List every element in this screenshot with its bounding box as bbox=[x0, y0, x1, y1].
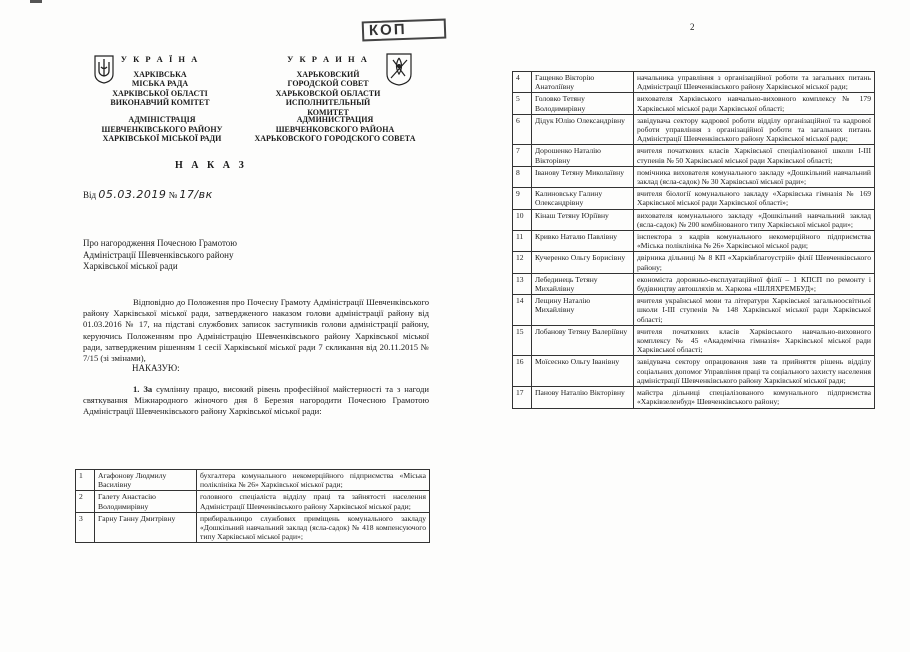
header-ru-line: ХАРЬКОВСКИЙ bbox=[296, 69, 360, 79]
row-number: 11 bbox=[513, 231, 532, 252]
awardees-table-page-2 bbox=[512, 71, 875, 409]
handwritten-number: 17/вк bbox=[179, 188, 213, 201]
awardee-name: Головко Тетяну Володимирівну bbox=[532, 93, 634, 114]
table-row bbox=[513, 295, 875, 326]
awardee-name: Іванову Тетяну Миколаївну bbox=[532, 166, 634, 187]
awardee-name: Калиновську Галину Олександрівну bbox=[532, 188, 634, 209]
scan-mark bbox=[30, 0, 42, 3]
subject-line: Харківської міської ради bbox=[83, 261, 178, 271]
awardee-position: вчителя біології комунального закладу «Харківська гімназія № 169 Харківської міської ради Харківської області»; bbox=[634, 188, 875, 209]
row-number: 8 bbox=[513, 166, 532, 187]
header-ua-line: ХАРКІВСЬКА bbox=[133, 69, 187, 79]
awardee-position: начальника управління з організаційної роботи та загальних питань Адміністрації Шевченківського району Харківської міської ради; bbox=[634, 72, 875, 93]
order-item-1 bbox=[83, 384, 429, 418]
table-row bbox=[513, 188, 875, 209]
table-row bbox=[513, 166, 875, 187]
awardee-position: двірника дільниці № 8 КП «Харківблагоустрій» філії Шевченківського району; bbox=[634, 252, 875, 273]
header-ua-admin-line: ХАРКІВСЬКОЇ МІСЬКОЇ РАДИ bbox=[102, 134, 222, 143]
awardee-position: інспектора з кадрів комунального некомерційного підприємства «Міська поліклініка № 26» Харківської міської ради; bbox=[634, 231, 875, 252]
table-row bbox=[513, 252, 875, 273]
header-ru-admin-line: АДМИНИСТРАЦИЯ bbox=[296, 115, 374, 124]
row-number: 2 bbox=[76, 491, 95, 512]
awardee-name: Дорошенко Наталію Вікторівну bbox=[532, 145, 634, 166]
row-number: 1 bbox=[76, 470, 95, 491]
header-ua-admin-line: ШЕВЧЕНКІВСЬКОГО РАЙОНУ bbox=[101, 124, 223, 134]
table-row bbox=[76, 470, 430, 491]
awardee-name: Кривко Наталю Павлівну bbox=[532, 231, 634, 252]
awardee-position: майстра дільниці спеціалізованого комунального підприємства «Харківзеленбуд» Шевченківського району; bbox=[634, 387, 875, 408]
header-ru-line: ХАРЬКОВСКОЙ ОБЛАСТИ bbox=[275, 88, 381, 98]
table-row bbox=[513, 209, 875, 230]
kharkiv-coat-of-arms-icon bbox=[385, 52, 413, 86]
row-number: 9 bbox=[513, 188, 532, 209]
awardee-position: завідувача сектору опрацювання заяв та прийняття рішень відділу соціальних допомог Управління праці та соціального захисту населення адміністрації Шевченківського району Харківської міської ради; bbox=[634, 356, 875, 387]
row-number: 4 bbox=[513, 72, 532, 93]
table-row bbox=[513, 273, 875, 294]
copy-stamp: КОП bbox=[362, 19, 447, 42]
awardee-position: прибиральницю службових приміщень комунального закладу «Дошкільний навчальний заклад (ясла-садок) № 418 компенсуючого типу Харківської міської ради»; bbox=[197, 512, 430, 543]
table-row bbox=[513, 72, 875, 93]
date-number-line bbox=[83, 188, 213, 201]
country-ru: У К Р А И Н А bbox=[287, 54, 369, 64]
header-ru-administration bbox=[240, 115, 430, 144]
awardee-name: Кучеренко Ольгу Борисівну bbox=[532, 252, 634, 273]
header-ru-line: ИСПОЛНИТЕЛЬНЫЙ КОМИТЕТ bbox=[285, 98, 371, 117]
awardee-name: Агафонову Людмилу Василівну bbox=[95, 470, 197, 491]
table-row bbox=[513, 356, 875, 387]
order-heading: НАКАЗУЮ: bbox=[132, 363, 180, 373]
header-ua-line: ВИКОНАВЧИЙ КОМІТЕТ bbox=[110, 98, 210, 107]
table-row bbox=[513, 114, 875, 145]
order-item-1-number: 1. За bbox=[133, 384, 153, 394]
header-ua-admin-line: АДМІНІСТРАЦІЯ bbox=[128, 115, 196, 124]
row-number: 7 bbox=[513, 145, 532, 166]
awardee-name: Моїсеєнко Ольгу Іванівну bbox=[532, 356, 634, 387]
awardee-position: помічника вихователя комунального закладу «Дошкільний навчальний заклад (ясла-садок) № 30 Харківської міської ради»; bbox=[634, 166, 875, 187]
table-row bbox=[76, 491, 430, 512]
awardee-position: завідувача сектору кадрової роботи відділу організаційної та кадрової роботи управління з організаційної роботи та загальних питань Адміністрації Шевченківського району Харківської міської ради; bbox=[634, 114, 875, 145]
header-ua-administration bbox=[82, 115, 242, 144]
table-row bbox=[513, 93, 875, 114]
header-ukrainian bbox=[100, 55, 220, 108]
awardee-position: головного спеціаліста відділу праці та зайнятості населення Адміністрації Шевченківського району Харківської міської ради; bbox=[197, 491, 430, 512]
awardee-name: Гащенко Вікторію Анатоліївну bbox=[532, 72, 634, 93]
awardee-name: Панову Наталію Вікторівну bbox=[532, 387, 634, 408]
awardee-position: вихователя Харківського навчально-виховного комплексу № 179 Харківської міської ради Харківської області; bbox=[634, 93, 875, 114]
row-number: 5 bbox=[513, 93, 532, 114]
awardee-name: Гарну Ганну Дмитрівну bbox=[95, 512, 197, 543]
order-item-1-text: сумлінну працю, високий рівень професійної майстерності та з нагоди святкування Міжнародного жіночого дня 8 Березня нагородити Почесною Грамотою Адміністрації Шевченківського району Харківської міської ради: bbox=[83, 384, 429, 417]
row-number: 13 bbox=[513, 273, 532, 294]
row-number: 14 bbox=[513, 295, 532, 326]
body-paragraph: Відповідно до Положення про Почесну Грамоту Адміністрації Шевченківського району Харківської міської ради, затвердженого наказом голови адміністрації району від 01.03.2016 № 17, на підставі службових записок заступників голови адміністрації району, керуючись Положенням про Адміністрацію Шевченківського району Харківської міської ради, затвердженим рішенням 1 сесії Харківської міської ради 7 скликання від 20.11.2015 № 7/15 (зі змінами), bbox=[83, 297, 429, 364]
awardee-position: вихователя комунального закладу «Дошкільний навчальний заклад (ясла-садок) № 200 комбінованого типу Харківської міської ради»; bbox=[634, 209, 875, 230]
header-ru-line: ГОРОДСКОЙ СОВЕТ bbox=[287, 79, 369, 88]
table-row bbox=[513, 231, 875, 252]
handwritten-date: 05.03.2019 bbox=[98, 188, 167, 201]
subject-line: Про нагородження Почесною Грамотою bbox=[83, 238, 238, 248]
awardee-name: Лобанову Тетяну Валеріївну bbox=[532, 325, 634, 356]
table-row bbox=[76, 512, 430, 543]
country-ua: У К Р А Ї Н А bbox=[120, 54, 200, 64]
header-ru-admin-line: ШЕВЧЕНКОВСКОГО РАЙОНА bbox=[275, 124, 395, 134]
awardee-position: вчителя початкових класів Харківської спеціалізованої школи I-III ступенів № 50 Харківської міської ради Харківської області; bbox=[634, 145, 875, 166]
header-ua-line: ХАРКІВСЬКОЇ ОБЛАСТІ bbox=[112, 88, 208, 98]
subject-line: Адміністрації Шевченківського району bbox=[83, 249, 234, 260]
table-row bbox=[513, 387, 875, 408]
row-number: 17 bbox=[513, 387, 532, 408]
header-ru-admin-line: ХАРЬКОВСКОГО ГОРОДСКОГО СОВЕТА bbox=[254, 134, 416, 143]
awardee-position: бухгалтера комунального некомерційного підприємства «Міська поліклініка № 26» Харківської міської ради; bbox=[197, 470, 430, 491]
awardees-table-page-1 bbox=[75, 469, 430, 543]
row-number: 10 bbox=[513, 209, 532, 230]
awardee-name: Лебединець Тетяну Михайлівну bbox=[532, 273, 634, 294]
awardee-position: вчителя початкових класів Харківського навчально-виховного комплексу № 45 «Академічна гімназія» Харківської міської ради Харківської області; bbox=[634, 325, 875, 356]
awardee-position: економіста дорожньо-експлуатаційної філії – 1 КПСП по ремонту і будівництву автошляхів м. Харкова «ШЛЯХРЕМБУД»; bbox=[634, 273, 875, 294]
header-russian bbox=[268, 55, 388, 117]
awardee-name: Дідук Юлію Олександрівну bbox=[532, 114, 634, 145]
number-sign: № bbox=[168, 190, 178, 200]
awardee-name: Лещину Наталію Михайлівну bbox=[532, 295, 634, 326]
row-number: 6 bbox=[513, 114, 532, 145]
document-type-title: Н А К А З bbox=[175, 160, 247, 171]
row-number: 16 bbox=[513, 356, 532, 387]
page-number: 2 bbox=[690, 22, 695, 32]
awardee-name: Кінаш Тетяну Юріївну bbox=[532, 209, 634, 230]
awardee-position: вчителя української мови та літератури Харківської загальноосвітньої школи I-III ступенів № 148 Харківської міської ради Харківської області; bbox=[634, 295, 875, 326]
table-row bbox=[513, 325, 875, 356]
date-prefix: Від bbox=[83, 190, 97, 200]
table-row bbox=[513, 145, 875, 166]
subject-block bbox=[83, 238, 237, 273]
row-number: 3 bbox=[76, 512, 95, 543]
awardee-name: Галету Анастасію Володимирівну bbox=[95, 491, 197, 512]
header-ua-line: МІСЬКА РАДА bbox=[131, 79, 189, 88]
row-number: 15 bbox=[513, 325, 532, 356]
row-number: 12 bbox=[513, 252, 532, 273]
